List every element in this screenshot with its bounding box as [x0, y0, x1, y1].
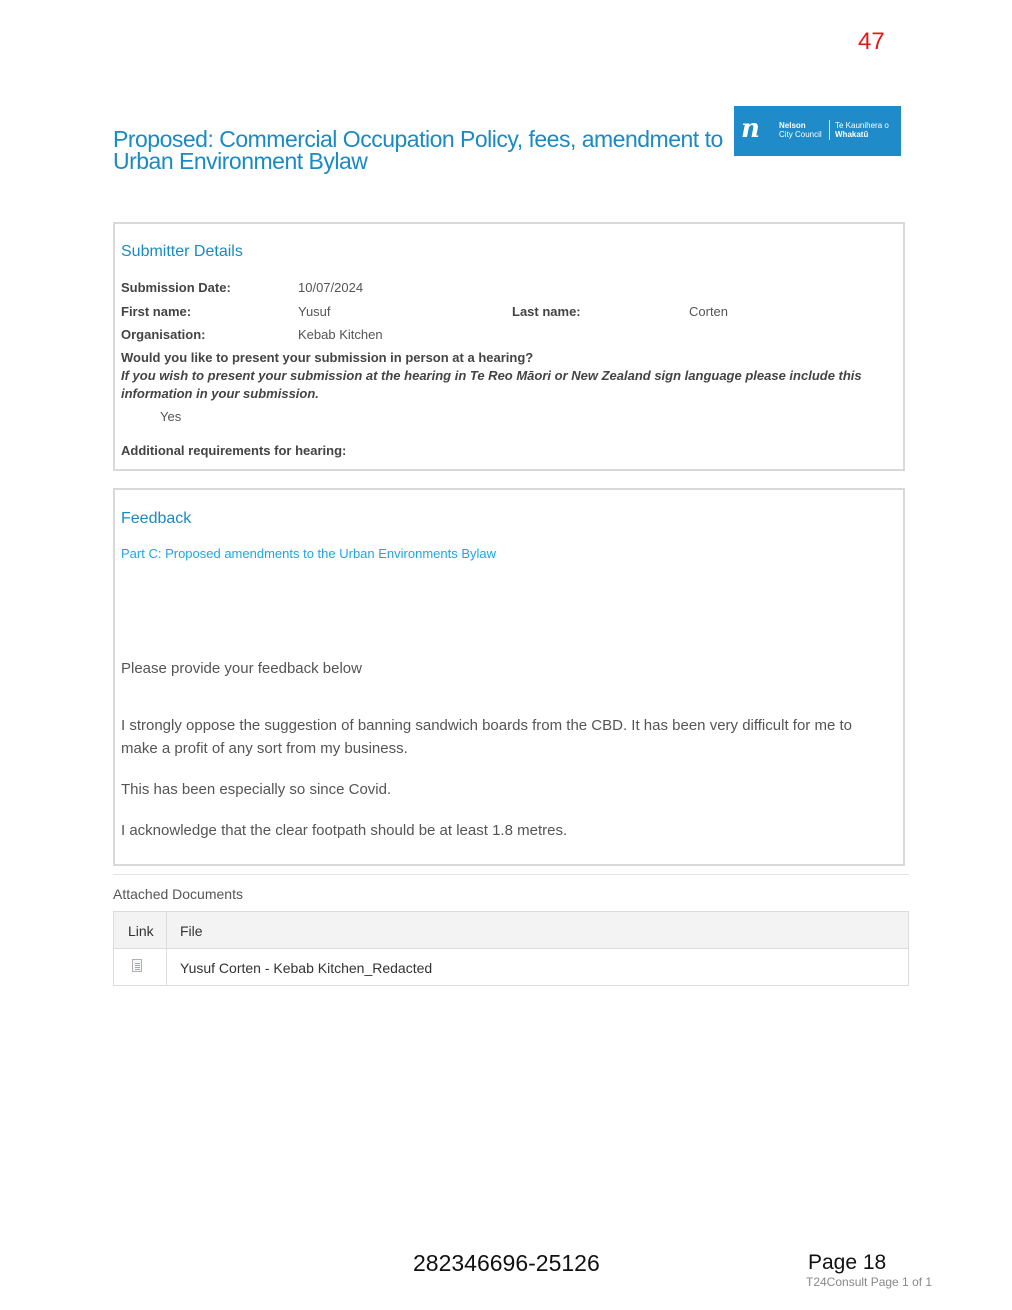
- divider: [113, 874, 909, 875]
- logo-line-1: Nelson: [779, 121, 806, 130]
- attachments-table: [113, 911, 909, 986]
- submission-date-label: Submission Date:: [121, 280, 231, 295]
- organisation-value: Kebab Kitchen: [298, 327, 383, 342]
- logo-line-2: City Council: [779, 130, 822, 139]
- feedback-heading: Feedback: [121, 510, 192, 527]
- feedback-paragraph-3: I acknowledge that the clear footpath should be at least 1.8 metres.: [121, 822, 568, 839]
- submitter-heading: Submitter Details: [121, 243, 243, 260]
- attachment-file-name[interactable]: Yusuf Corten - Kebab Kitchen_Redacted: [180, 960, 433, 976]
- hearing-answer: Yes: [160, 409, 182, 424]
- attached-documents-label: Attached Documents: [113, 886, 243, 902]
- feedback-panel: [113, 488, 905, 866]
- last-name-value: Corten: [689, 304, 729, 319]
- submitter-details-panel: [113, 222, 905, 471]
- page-number: 47: [858, 28, 885, 55]
- submission-date-value: 10/07/2024: [298, 280, 364, 295]
- logo-line-4: Whakatū: [835, 130, 869, 139]
- attachments-table-header: [114, 912, 908, 949]
- council-logo: [734, 106, 901, 156]
- feedback-part-title: Part C: Proposed amendments to the Urban Environments Bylaw: [121, 546, 497, 561]
- first-name-label: First name:: [121, 304, 192, 319]
- document-id: 282346696-25126: [413, 1250, 600, 1276]
- hearing-question: Would you like to present your submission in person at a hearing?: [121, 350, 534, 365]
- column-divider: [166, 912, 167, 985]
- logo-text-left: [779, 121, 822, 139]
- document-icon[interactable]: [132, 959, 142, 972]
- feedback-paragraph-1: I strongly oppose the suggestion of banning sandwich boards from the CBD. It has been very difficult for me to make a profit of any sort from my business.: [121, 717, 852, 757]
- column-header-file: File: [180, 923, 203, 939]
- footer-page-label: Page 18: [808, 1251, 887, 1274]
- logo-divider: [829, 120, 830, 140]
- logo-text-right: [835, 121, 889, 139]
- last-name-label: Last name:: [512, 304, 581, 319]
- logo-line-3: Te Kaunihera o: [835, 121, 889, 130]
- hearing-note: If you wish to present your submission at the hearing in Te Reo Māori or New Zealand sign language please include this information in your submission.: [121, 368, 862, 401]
- feedback-prompt: Please provide your feedback below: [121, 660, 362, 677]
- feedback-paragraph-2: This has been especially so since Covid.: [121, 781, 392, 798]
- footer-small-text: T24Consult Page 1 of 1: [806, 1275, 933, 1289]
- additional-requirements-label: Additional requirements for hearing:: [121, 443, 347, 458]
- nelson-logo-icon: n: [741, 114, 760, 144]
- first-name-value: Yusuf: [298, 304, 331, 319]
- page-title: Proposed: Commercial Occupation Policy, fees, amendment to Urban Environment Bylaw: [113, 126, 723, 174]
- organisation-label: Organisation:: [121, 327, 206, 342]
- column-header-link: Link: [128, 923, 154, 939]
